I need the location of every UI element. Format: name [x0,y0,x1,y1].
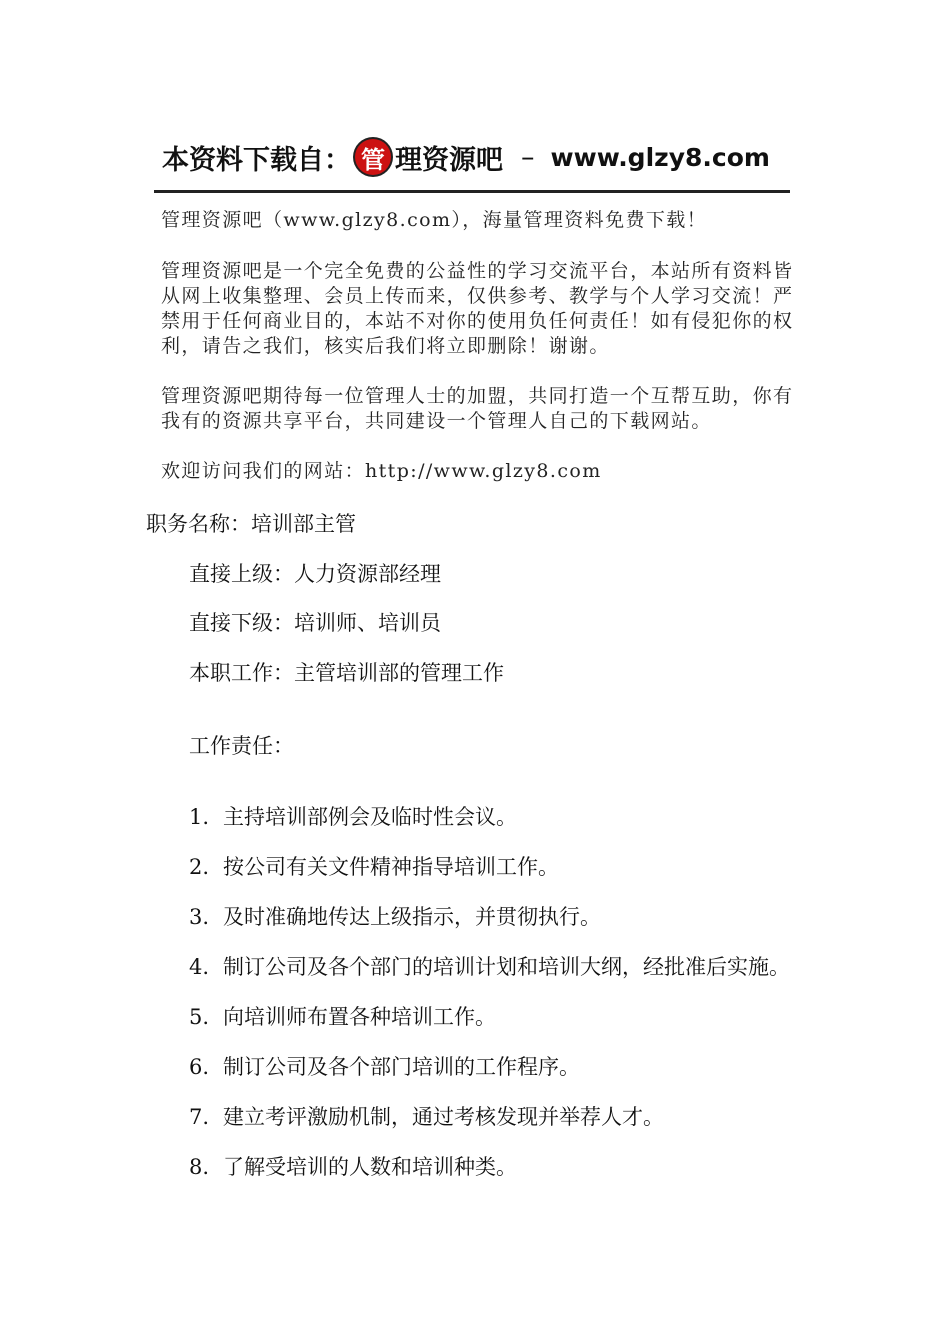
site-logo-icon: 管 [355,139,391,175]
banner-site-name: 理资源吧 [395,144,503,176]
list-item [189,951,790,1001]
duty-list [189,801,790,1201]
duty-heading: 工作责任： [189,734,294,758]
list-item-number: 8. [189,1155,210,1179]
list-item-number: 5. [189,1005,210,1029]
list-item-text: 按公司有关文件精神指导培训工作。 [223,855,559,879]
list-item-number: 3. [189,905,210,929]
direct-subordinate: 直接下级：培训师、培训员 [189,611,441,635]
download-source-banner [162,134,792,180]
direct-superior: 直接上级：人力资源部经理 [189,562,441,586]
list-item-text: 及时准确地传达上级指示，并贯彻执行。 [223,905,601,929]
list-item-text: 制订公司及各个部门培训的工作程序。 [223,1055,580,1079]
job-title: 职务名称：培训部主管 [146,512,356,536]
list-item [189,1001,790,1051]
list-item-text: 制订公司及各个部门的培训计划和培训大纲，经批准后实施。 [223,955,790,979]
list-item-number: 1. [189,805,210,829]
list-item-number: 6. [189,1055,210,1079]
notice-visit-link[interactable]: 欢迎访问我们的网站：http://www.glzy8.com [161,460,602,482]
list-item-text: 了解受培训的人数和培训种类。 [223,1155,517,1179]
list-item [189,801,790,851]
list-item-text: 向培训师布置各种培训工作。 [223,1005,496,1029]
list-item-number: 2. [189,855,210,879]
list-item [189,1151,790,1201]
list-item-number: 7. [189,1105,210,1129]
notice-invitation: 管理资源吧期待每一位管理人士的加盟，共同打造一个互帮互助，你有我有的资源共享平台，共同建设一个管理人自己的下载网站。 [161,385,794,432]
list-item-number: 4. [189,955,210,979]
banner-domain-link[interactable]: www.glzy8.com [550,142,770,172]
banner-dash: – [521,141,535,173]
banner-prefix: 本资料下载自： [162,144,351,176]
notice-intro: 管理资源吧（www.glzy8.com），海量管理资料免费下载！ [161,209,708,231]
notice-disclaimer: 管理资源吧是一个完全免费的公益性的学习交流平台，本站所有资料皆从网上收集整理、会员上传而来，仅供参考、教学与个人学习交流！严禁用于任何商业目的，本站不对你的使用负任何责任！如有侵犯你的权利，请告之我们，核实后我们将立即删除！谢谢。 [161,260,794,357]
list-item-text: 主持培训部例会及临时性会议。 [223,805,517,829]
list-item [189,901,790,951]
banner-divider [154,190,790,193]
list-item [189,851,790,901]
job-role: 本职工作：主管培训部的管理工作 [189,661,504,685]
list-item [189,1101,790,1151]
list-item-text: 建立考评激励机制，通过考核发现并举荐人才。 [223,1105,664,1129]
list-item [189,1051,790,1101]
